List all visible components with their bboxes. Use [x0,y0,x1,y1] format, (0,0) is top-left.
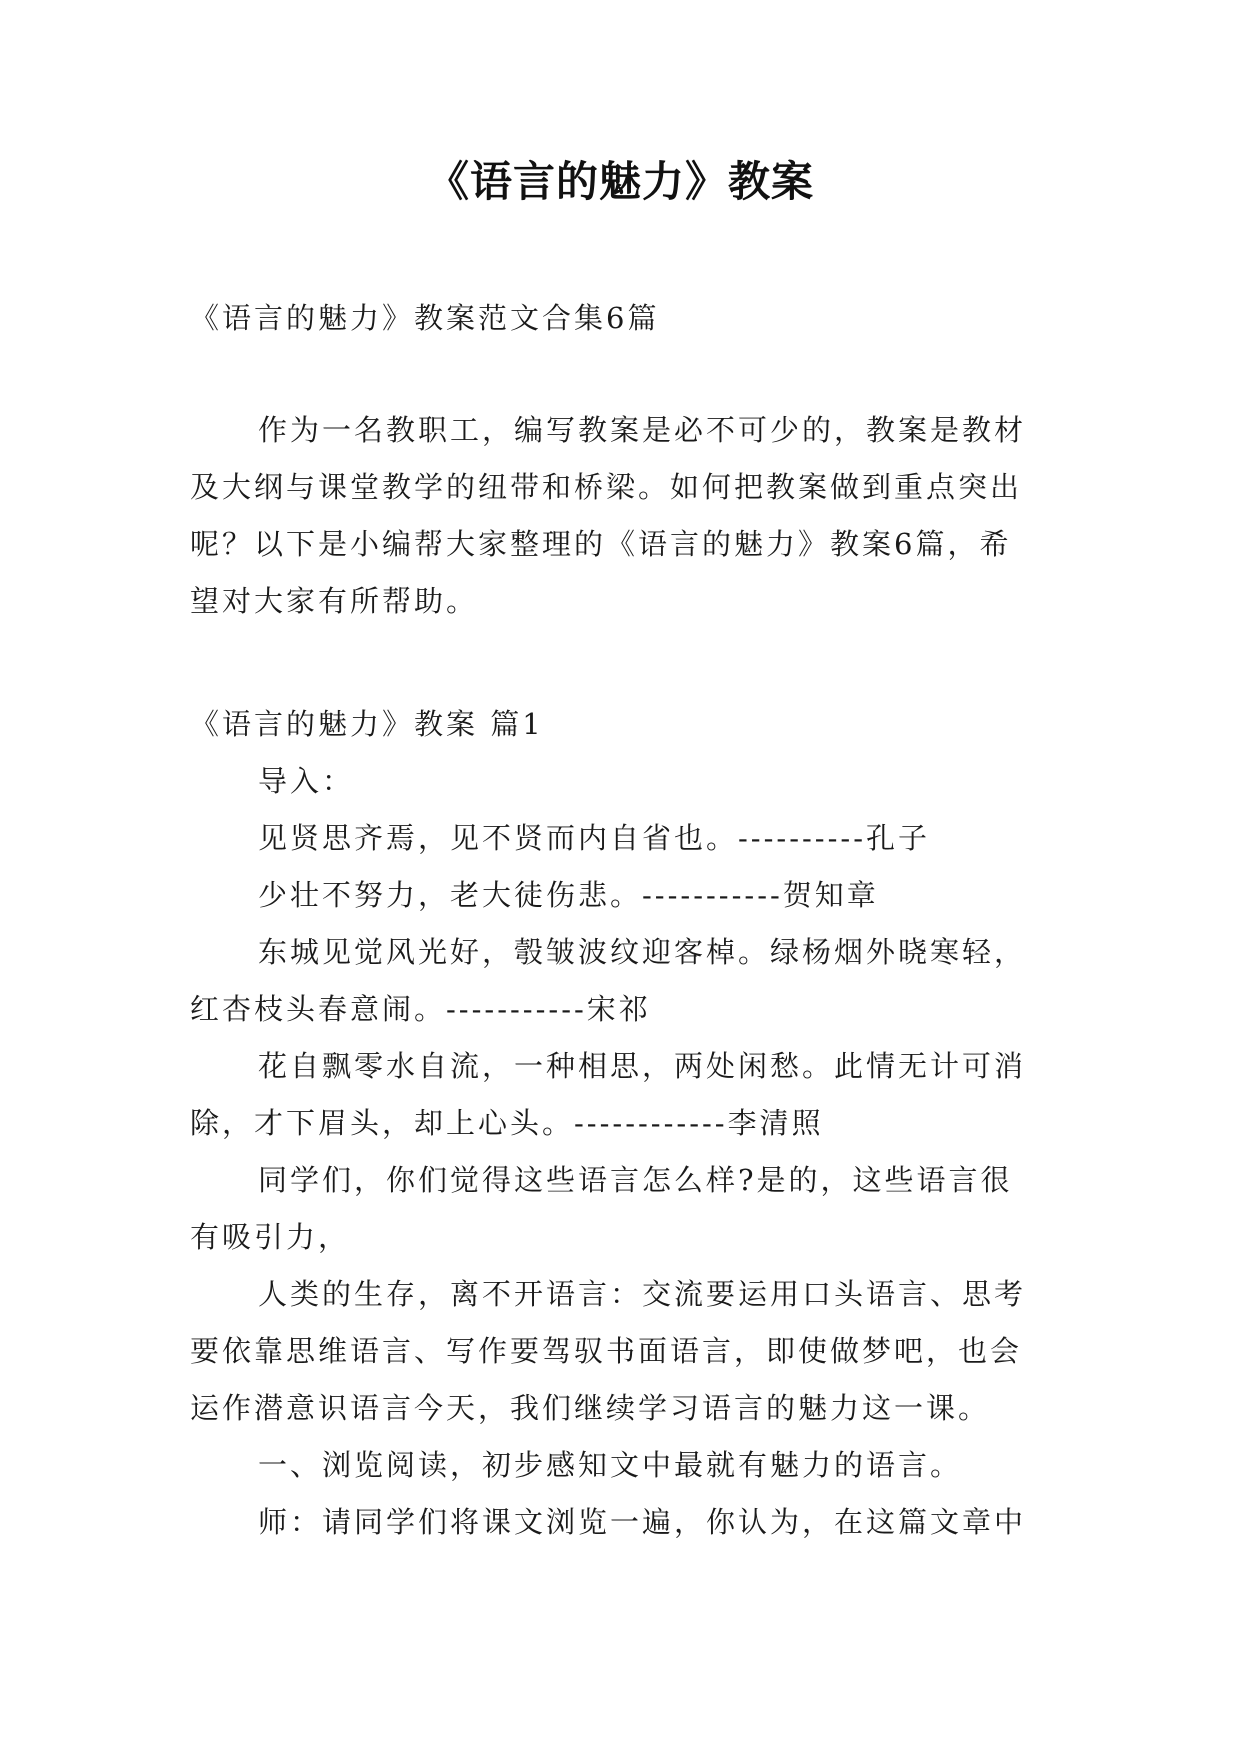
body-line: 除，才下眉头，却上心头。------------李清照 [190,1106,824,1140]
document-title: 《语言的魅力》教案 [426,157,814,206]
intro-line: 及大纲与课堂教学的纽带和桥梁。如何把教案做到重点突出 [190,470,1023,504]
body-line: 少壮不努力，老大徒伤悲。-----------贺知章 [258,878,879,912]
body-line: 运作潜意识语言今天，我们继续学习语言的魅力这一课。 [190,1391,991,1425]
body-line: 师：请同学们将课文浏览一遍，你认为，在这篇文章中 [258,1505,1027,1539]
body-line: 要依靠思维语言、写作要驾驭书面语言，即使做梦吧，也会 [190,1334,1023,1368]
body-line: 有吸引力， [190,1220,351,1254]
body-line: 花自飘零水自流，一种相思，两处闲愁。此情无计可消 [258,1049,1027,1083]
body-line: 红杏枝头春意闹。-----------宋祁 [190,992,651,1026]
body-line: 东城见觉风光好，彀皱波纹迎客棹。绿杨烟外晓寒轻， [258,935,1027,969]
body-line: 见贤思齐焉，见不贤而内自省也。----------孔子 [258,821,930,855]
body-line: 同学们，你们觉得这些语言怎么样?是的，这些语言很 [258,1163,1013,1197]
body-line: 导入： [258,764,355,798]
intro-line: 望对大家有所帮助。 [190,584,479,618]
body-line: 一、浏览阅读，初步感知文中最就有魅力的语言。 [258,1448,963,1482]
body-line: 人类的生存，离不开语言：交流要运用口头语言、思考 [258,1277,1027,1311]
intro-line: 呢？以下是小编帮大家整理的《语言的魅力》教案6篇，希 [190,527,1012,561]
intro-line: 作为一名教职工，编写教案是必不可少的，教案是教材 [258,413,1027,447]
document-subtitle: 《语言的魅力》教案范文合集6篇 [190,301,660,335]
section-heading: 《语言的魅力》教案 篇1 [190,707,544,741]
